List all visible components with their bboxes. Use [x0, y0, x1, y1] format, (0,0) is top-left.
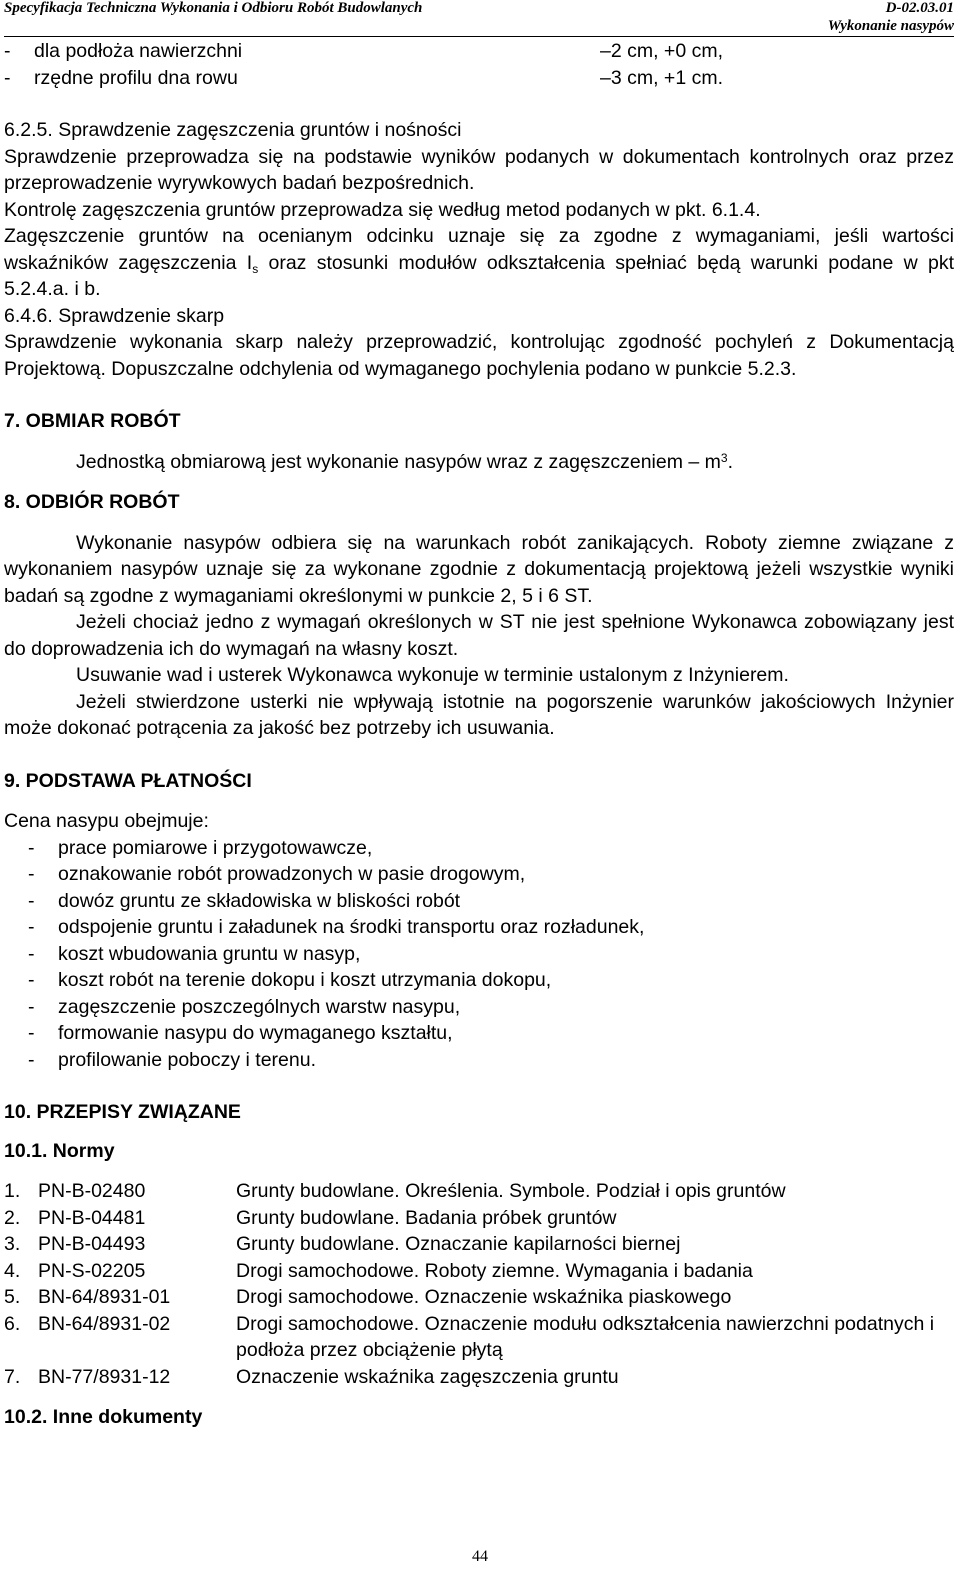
paragraph-text: Zagęszczenie gruntów na ocenianym odcinku uznaje się za zgodne z wymaganiami, jeśli wartości wskaźników zagęszczenia I — [4, 225, 954, 274]
tolerance-dash: - — [4, 66, 11, 89]
section-7-heading: 7. OBMIAR ROBÓT — [4, 410, 181, 432]
norm-row — [4, 1258, 954, 1285]
section-6-2-5-paragraph: Sprawdzenie przeprowadza się na podstawie wyników podanych w dokumentach kontrolnych oraz przez przeprowadzenie wyrywkowych badań bezpośrednich. — [4, 145, 954, 194]
tolerance-dash: - — [4, 40, 11, 62]
list-dash: - — [28, 995, 35, 1018]
cost-item — [4, 914, 954, 941]
tolerance-value: –2 cm, +0 cm, — [600, 40, 723, 62]
norm-row — [4, 1231, 954, 1258]
tolerance-item — [4, 65, 954, 92]
norm-title: Grunty budowlane. Oznaczanie kapilarności biernej — [236, 1233, 681, 1255]
list-dash: - — [28, 942, 35, 965]
section-6-2-5-paragraph: Kontrolę zagęszczenia gruntów przeprowadza się według metod podanych w pkt. 6.1.4. — [4, 198, 761, 221]
cost-item — [4, 888, 954, 915]
superscript: 3 — [720, 450, 728, 465]
section-10-2-heading: 10.2. Inne dokumenty — [4, 1406, 203, 1428]
cost-item-text: zagęszczenie poszczególnych warstw nasypu, — [58, 995, 461, 1018]
list-dash: - — [28, 1048, 35, 1071]
tolerance-text: rzędne profilu dna rowu — [34, 66, 238, 89]
norm-row — [4, 1178, 954, 1205]
norm-number: 6. — [4, 1312, 21, 1335]
norm-title: Grunty budowlane. Określenia. Symbole. Podział i opis gruntów — [236, 1180, 786, 1202]
section-6-4-6-title: 6.4.6. Sprawdzenie skarp — [4, 304, 225, 327]
cost-item — [4, 941, 954, 968]
cost-item-text: oznakowanie robót prowadzonych w pasie drogowym, — [58, 863, 526, 885]
norm-code: PN-B-04481 — [38, 1206, 146, 1229]
norm-number: 5. — [4, 1286, 21, 1308]
header-rule — [4, 36, 954, 37]
cost-item-text: koszt wbudowania gruntu w nasyp, — [58, 942, 361, 965]
cost-item-text: odspojenie gruntu i załadunek na środki transportu oraz rozładunek, — [58, 916, 645, 938]
document-body — [4, 38, 954, 1431]
tolerance-text: dla podłoża nawierzchni — [34, 40, 243, 62]
norm-code: BN-77/8931-12 — [38, 1365, 171, 1388]
section-8-paragraph: Jeżeli chociaż jedno z wymagań określonych w ST nie jest spełnione Wykonawca zobowiązany jest do doprowadzenia ich do wymagań na własny koszt. — [4, 611, 954, 660]
list-dash: - — [28, 1022, 35, 1044]
norm-title: Drogi samochodowe. Oznaczenie modułu odkształcenia nawierzchni podatnych i podłoża przez obciążenie płytą — [236, 1312, 935, 1361]
section-8-heading: 8. ODBIÓR ROBÓT — [4, 491, 180, 513]
norm-number: 7. — [4, 1365, 21, 1388]
list-dash: - — [28, 889, 35, 912]
paragraph-text: . — [727, 450, 733, 473]
cost-item-text: formowanie nasypu do wymaganego kształtu, — [58, 1022, 453, 1044]
page-number: 44 — [472, 1548, 488, 1565]
header-spec-subtitle: Wykonanie nasypów — [827, 18, 954, 34]
norm-row — [4, 1205, 954, 1232]
list-dash: - — [28, 969, 35, 991]
norm-number: 4. — [4, 1259, 21, 1282]
page-header — [4, 0, 954, 38]
cost-item — [4, 835, 954, 862]
norm-title: Drogi samochodowe. Oznaczenie wskaźnika piaskowego — [236, 1286, 732, 1308]
norm-code: PN-S-02205 — [38, 1259, 146, 1282]
subscript: s — [252, 261, 259, 276]
section-6-2-5-paragraph — [4, 223, 954, 303]
header-spec-code: D-02.03.01 — [885, 0, 954, 16]
norm-row — [4, 1364, 954, 1391]
norm-code: PN-B-02480 — [38, 1180, 146, 1202]
cost-item-text: dowóz gruntu ze składowiska w bliskości robót — [58, 889, 461, 912]
norm-code: BN-64/8931-02 — [38, 1312, 171, 1335]
norm-row — [4, 1311, 954, 1364]
norm-row — [4, 1284, 954, 1311]
header-document-title: Specyfikacja Techniczna Wykonania i Odbioru Robót Budowlanych — [4, 0, 423, 16]
section-8-paragraph: Jeżeli stwierdzone usterki nie wpływają istotnie na pogorszenie warunków jakościowych Inżynier może dokonać potrącenia za jakość bez potrzeby ich usuwania. — [4, 690, 954, 739]
norm-code: PN-B-04493 — [38, 1233, 146, 1255]
section-8-paragraph: Wykonanie nasypów odbiera się na warunkach robót zanikających. Roboty ziemne związane z wykonaniem nasypów uznaje się za wykonane zgodnie z dokumentacją projektową jeżeli wszystkie wyniki badań są zgodne z wymaganiami określonymi w punkcie 2, 5 i 6 ST. — [4, 531, 954, 607]
list-dash: - — [28, 863, 35, 885]
tolerance-value: –3 cm, +1 cm. — [600, 66, 723, 89]
section-9-heading: 9. PODSTAWA PŁATNOŚCI — [4, 769, 252, 792]
cost-item — [4, 994, 954, 1021]
section-10-heading: 10. PRZEPISY ZWIĄZANE — [4, 1101, 241, 1123]
norm-title: Drogi samochodowe. Roboty ziemne. Wymagania i badania — [236, 1259, 753, 1282]
list-dash: - — [28, 916, 35, 938]
section-8-paragraph: Usuwanie wad i usterek Wykonawca wykonuje w terminie ustalonym z Inżynierem. — [76, 664, 789, 686]
cost-item — [4, 1047, 954, 1074]
cost-item-list — [4, 835, 954, 1074]
section-6-4-6-paragraph: Sprawdzenie wykonania skarp należy przeprowadzić, kontrolując zgodność pochyleń z Dokumentacją Projektową. Dopuszczalne odchylenia od wymaganego pochylenia podano w punkcie 5.2.3. — [4, 331, 954, 380]
norm-title: Oznaczenie wskaźnika zagęszczenia gruntu — [236, 1365, 619, 1388]
tolerance-item — [4, 38, 954, 65]
norms-list — [4, 1178, 954, 1390]
cost-item — [4, 967, 954, 994]
norm-title: Grunty budowlane. Badania próbek gruntów — [236, 1206, 617, 1229]
cost-item-text: profilowanie poboczy i terenu. — [58, 1048, 316, 1071]
cost-item — [4, 861, 954, 888]
section-9-intro: Cena nasypu obejmuje: — [4, 810, 209, 832]
cost-item-text: prace pomiarowe i przygotowawcze, — [58, 836, 373, 859]
section-10-1-heading: 10.1. Normy — [4, 1139, 115, 1162]
paragraph-text: oraz stosunki modułów odkształcenia spełniać będą warunki podane w pkt 5.2.4.a. i b. — [4, 251, 955, 300]
cost-item-text: koszt robót na terenie dokopu i koszt utrzymania dokopu, — [58, 969, 552, 991]
section-6-2-5-title: 6.2.5. Sprawdzenie zagęszczenia gruntów i nośności — [4, 119, 462, 141]
paragraph-text: Jednostką obmiarową jest wykonanie nasypów wraz z zagęszczeniem – m — [76, 450, 721, 473]
cost-item — [4, 1020, 954, 1047]
norm-number: 1. — [4, 1180, 21, 1202]
norm-code: BN-64/8931-01 — [38, 1286, 171, 1308]
norm-number: 2. — [4, 1206, 21, 1229]
list-dash: - — [28, 836, 35, 859]
norm-number: 3. — [4, 1233, 21, 1255]
section-7-paragraph — [4, 449, 954, 476]
